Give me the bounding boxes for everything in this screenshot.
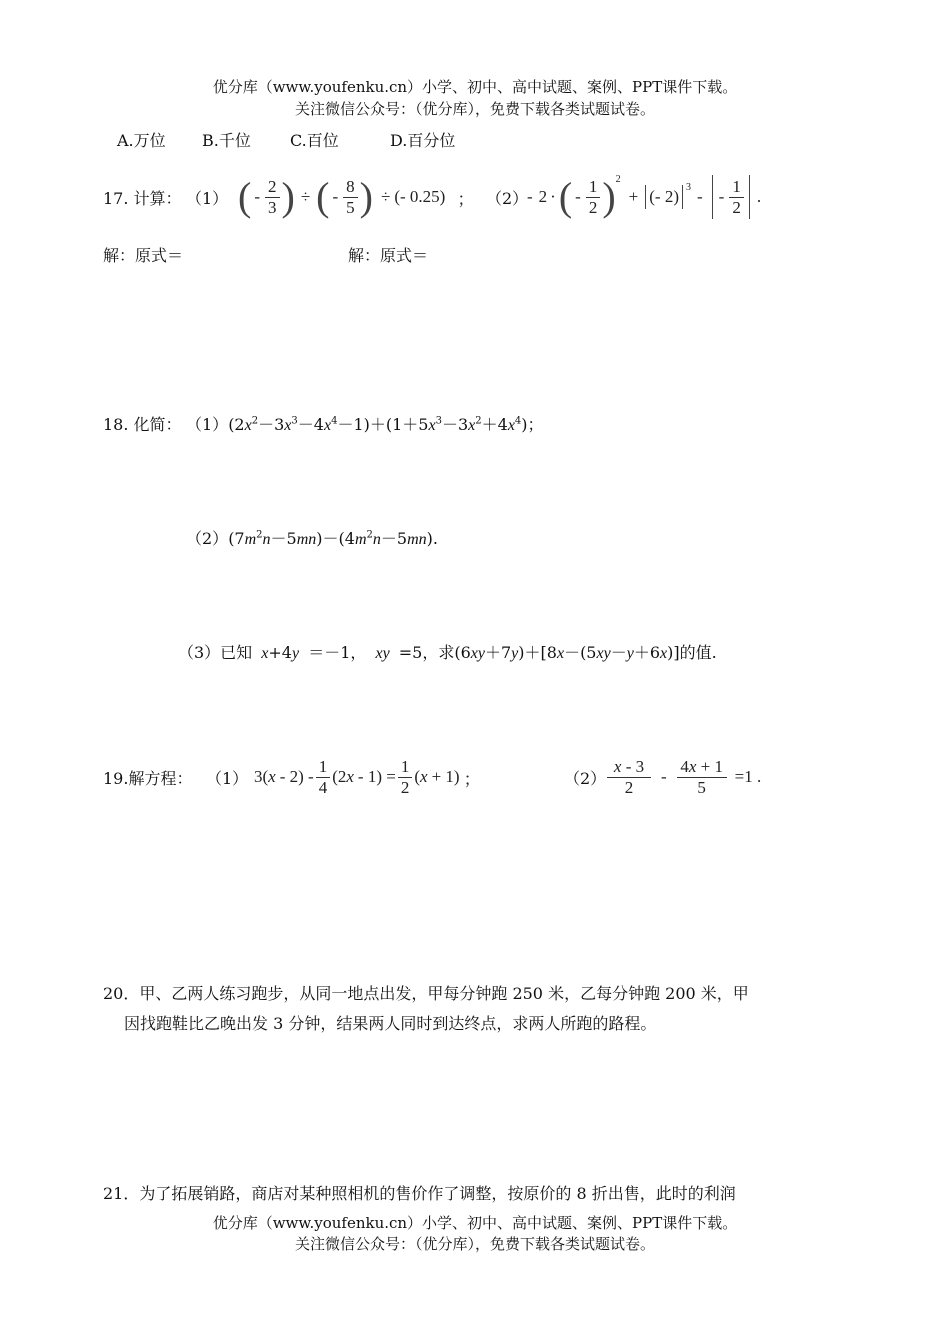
q17-expression-1: ( - $\frac{2}{3}$ ) ÷ ( - $\frac{8}{5}$ ) ÷ (- 0.25) ； [238,174,475,219]
header-line-1: 优分库（www.youfenku.cn）小学、初中、高中试题、案例、PPT课件下载。 [212,78,738,96]
footer-line-2: 关注微信公众号：（优分库），免费下载各类试题试卷。 [294,1235,655,1253]
q17-answer-2: 解：原式＝ [348,246,429,265]
q17-expression-2: - 2 · ( - $\frac{1}{2}$ ) $^2$ + (- 2) $^3$ - - $\frac{1}{2}$ . [527,174,762,219]
header-line-2: 关注微信公众号：（优分库），免费下载各类试题试卷。 [294,100,655,118]
footer-line-1: 优分库（www.youfenku.cn）小学、初中、高中试题、案例、PPT课件下载。 [212,1214,738,1232]
q17-part1-label: （1） [186,189,229,208]
q18-part2: $(2)(7m^2n-5mn)-(4m^2n-5mn)$. [186,529,438,548]
q17-answer-1: 解：原式＝ [103,246,184,265]
q20-line-1: 20．甲、乙两人练习跑步，从同一地点出发，甲每分钟跑 250 米，乙每分钟跑 200 米，甲 [103,984,749,1003]
option-d: D.百分位 [390,131,456,150]
q19-part2-label: （2） [564,769,607,788]
q17-part2-label: （2） [486,189,529,208]
q21-line-1: 21．为了拓展销路，商店对某种照相机的售价作了调整，按原价的 8 折出售，此时的利润 [103,1184,736,1203]
q20-line-2: 因找跑鞋比乙晚出发 3 分钟，结果两人同时到达终点，求两人所跑的路程。 [124,1014,657,1033]
q18-part3: （3）已知 x+4y ＝－1， xy =5，求(6xy＋7y)＋[8x－(5xy－y＋6x)]的值. [178,643,717,662]
q19-part1-label: （1） [206,769,249,788]
q19-equation-2: $\frac{x - 3}{2}$ - $\frac{4x + 1}{5}$ =1 . [605,753,761,801]
option-c: C.百位 [290,131,339,150]
option-a: A.万位 [117,131,166,150]
option-b: B.千位 [202,131,251,150]
q17-label: 17. 计算： [103,189,182,208]
q18-label: 18. 化简： [103,415,182,434]
q19-equation-1: 3( x - 2) - $\frac{1}{4}$ (2 x - 1) = $\frac{1}{2}$ ( x + 1) ； [254,756,481,797]
q19-label: 19.解方程： [103,769,193,788]
q18-part1: $(1)(2x^2-3x^3-4x^4-1)+(1+5x^3-3x^2+4x^4)$； [186,415,544,434]
